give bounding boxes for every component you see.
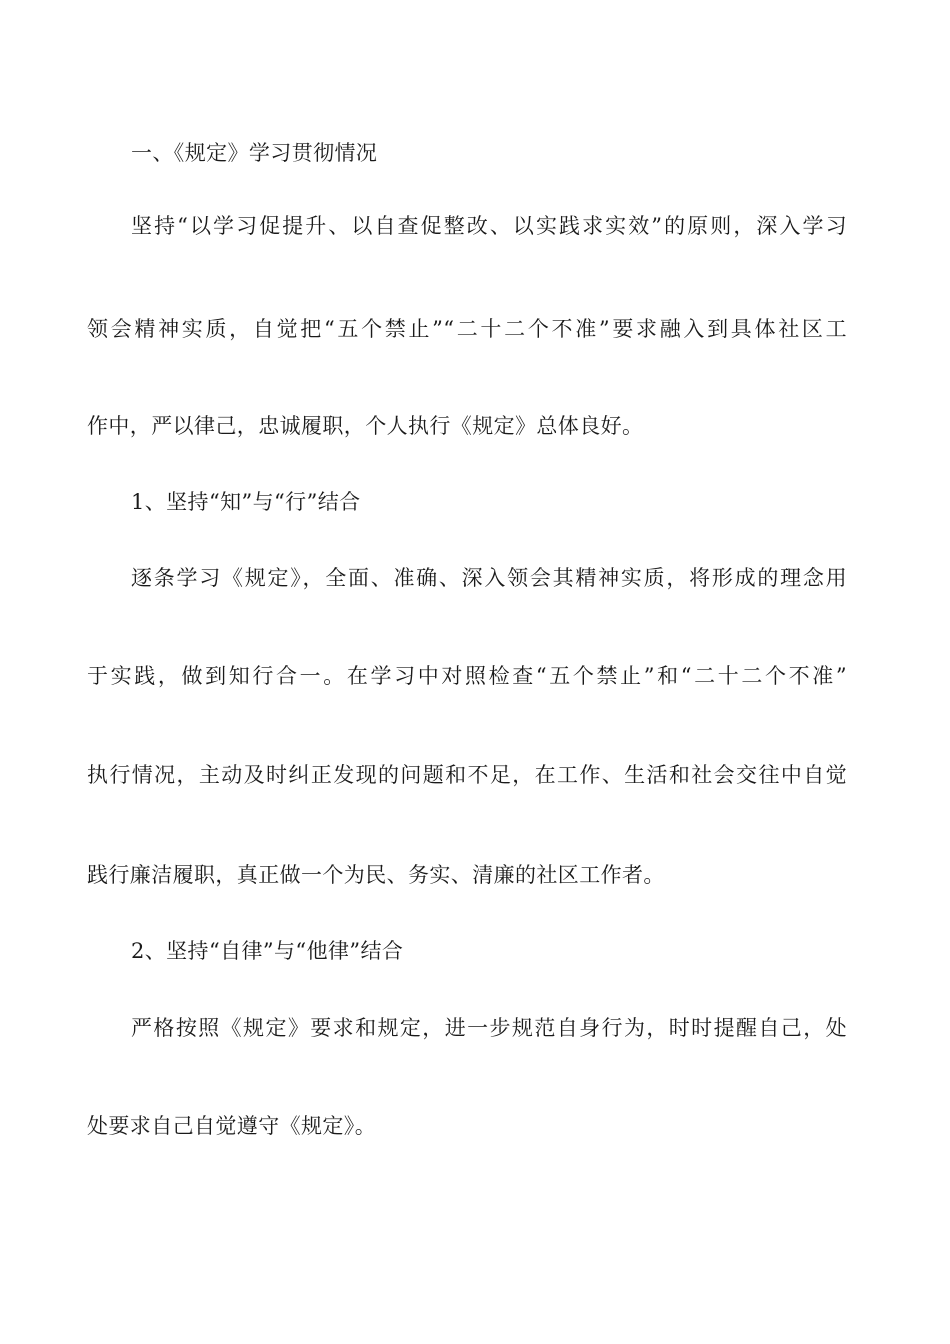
- paragraph-line: 严格按照《规定》要求和规定，进一步规范自身行为，时时提醒自己，处: [131, 1016, 847, 1040]
- paragraph-line: 坚持“以学习促提升、以自查促整改、以实践求实效”的原则，深入学习: [131, 214, 847, 238]
- subsection-heading: 2、坚持“自律”与“他律”结合: [131, 939, 404, 963]
- subsection-heading: 1、坚持“知”与“行”结合: [131, 490, 361, 514]
- paragraph-line: 践行廉洁履职，真正做一个为民、务实、清廉的社区工作者。: [87, 863, 665, 887]
- paragraph-line: 逐条学习《规定》，全面、准确、深入领会其精神实质，将形成的理念用: [131, 566, 847, 590]
- paragraph-line: 作中，严以律己，忠诚履职，个人执行《规定》总体良好。: [87, 414, 644, 438]
- paragraph-line: 领会精神实质，自觉把“五个禁止”“二十二个不准”要求融入到具体社区工: [87, 317, 847, 341]
- paragraph-line: 处要求自己自觉遵守《规定》。: [87, 1114, 377, 1138]
- section-heading: 一、《规定》学习贯彻情况: [131, 141, 378, 165]
- paragraph-line: 于实践，做到知行合一。在学习中对照检查“五个禁止”和“二十二个不准”: [87, 664, 847, 688]
- paragraph-line: 执行情况，主动及时纠正发现的问题和不足，在工作、生活和社会交往中自觉: [87, 763, 847, 787]
